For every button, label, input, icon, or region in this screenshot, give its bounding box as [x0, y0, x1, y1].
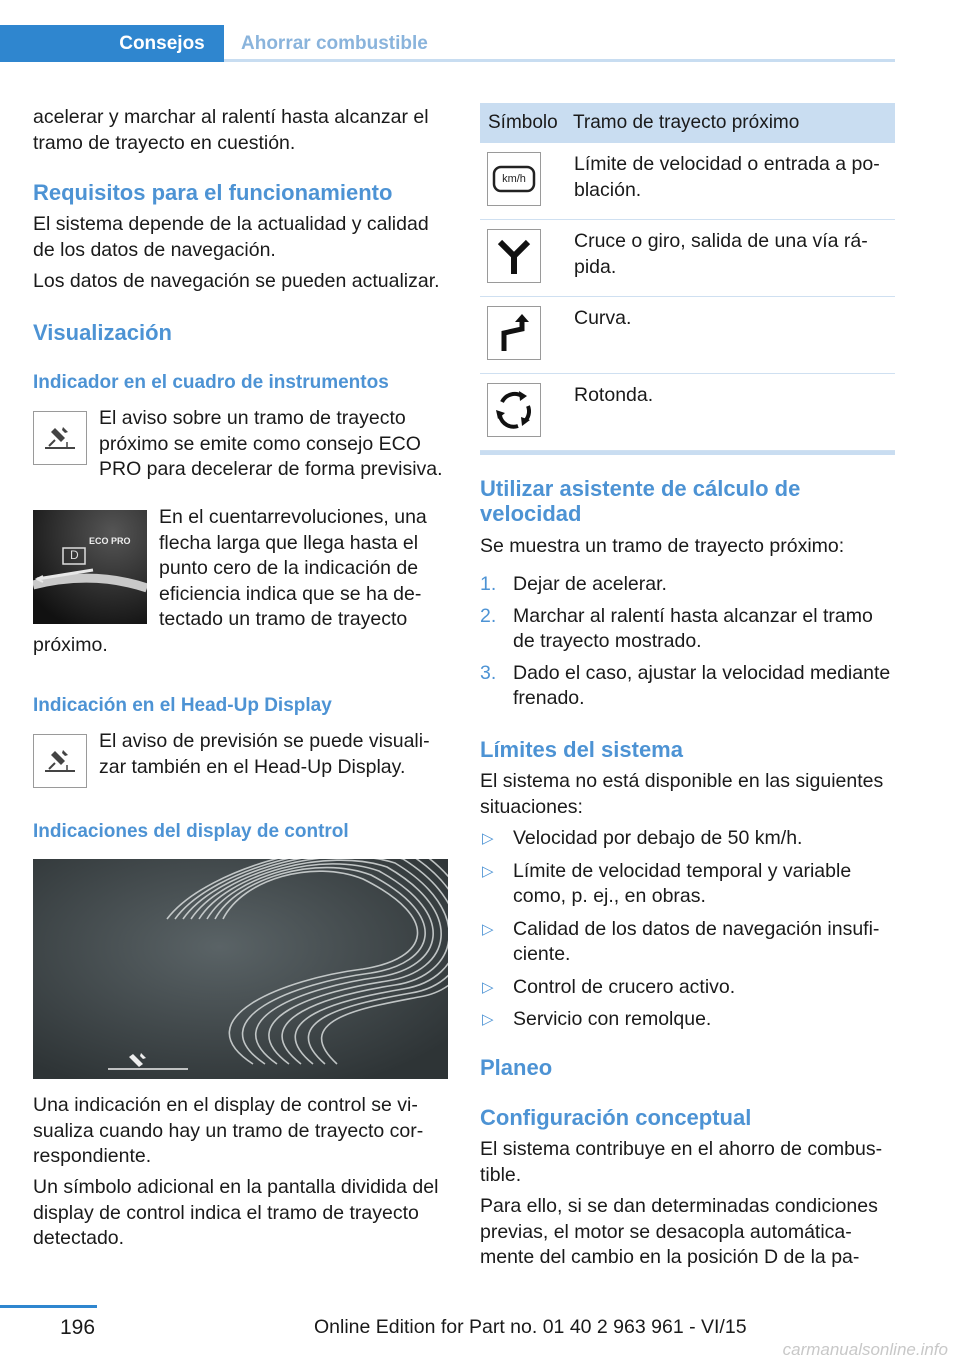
gear-indicator: D: [70, 548, 79, 562]
intro-text: acelerar y marchar al ralentí hasta alcanzar el tramo de trayecto en cuestión.: [33, 106, 429, 154]
control-display-heading: Indicaciones del display de control: [33, 821, 349, 842]
triangle-bullet-icon: ▷: [482, 920, 494, 938]
watermark: carmanualsonline.info: [782, 1340, 948, 1359]
limits-list: [480, 826, 895, 1033]
planeo-heading: Planeo: [480, 1055, 553, 1080]
page-number: 196: [60, 1316, 96, 1339]
eco-pro-label: ECO PRO: [89, 536, 131, 546]
triangle-bullet-icon: ▷: [482, 1011, 494, 1028]
tab-divider: [224, 59, 895, 62]
visualization-heading: Visualización: [33, 320, 172, 345]
requirements-heading: Requisitos para el funcionamiento: [33, 180, 393, 205]
table-row: [480, 297, 895, 374]
requirements-text-1: El sistema depende de la actualidad y calidad de los datos de navegación.: [33, 213, 429, 261]
speed-assistant-heading: Utilizar asistente de cálculo de velocidad: [480, 476, 801, 526]
list-item: ▷ Límite de velocidad temporal y variable como, p. ej., en obras.: [482, 859, 852, 907]
control-display-text-1: Una indicación en el display de control se visualiza cuando hay un tramo de trayecto correspondiente.: [33, 1094, 424, 1167]
concept-text-2: Para ello, si se dan determinadas condiciones previas, el motor se desacopla automáticamente del cambio en la posición D de la pa-: [480, 1195, 878, 1268]
list-item: ▷ Velocidad por debajo de 50 km/h.: [480, 826, 895, 852]
column-header-symbol: Símbolo: [488, 112, 558, 133]
list-item: ▷ Calidad de los datos de navegación insuficiente.: [482, 917, 880, 965]
table-cell-text: Límite de velocidad o entrada a población.: [574, 153, 880, 201]
page-number-rule: [0, 1305, 97, 1308]
triangle-bullet-icon: ▷: [482, 978, 494, 996]
table-row: [480, 374, 895, 451]
steps-list: [480, 572, 895, 712]
instrument-cluster-text: El aviso sobre un tramo de trayecto próximo se emite como consejo ECO PRO para decelerar de forma previsiva.: [99, 407, 443, 480]
speed-limit-label: km/h: [502, 173, 526, 185]
float-spacer: [33, 505, 159, 627]
curve-icon: [487, 306, 541, 360]
control-display-image: [33, 859, 448, 1079]
list-item: ▷ Control de crucero activo.: [480, 975, 895, 1001]
hud-text: El aviso de previsión se puede visualizar también en el Head-Up Display.: [99, 730, 430, 778]
table-header: [480, 103, 895, 143]
column-header-route: Tramo de trayecto próximo: [573, 112, 800, 133]
speed-assistant-intro: Se muestra un tramo de trayecto próximo:: [480, 535, 845, 557]
table-cell-text: Curva.: [574, 307, 632, 329]
instrument-cluster-heading: Indicador en el cuadro de instrumentos: [33, 372, 389, 393]
anticipation-icon: [33, 411, 87, 465]
table-row: [480, 143, 895, 220]
hud-anticipation-icon: [33, 734, 87, 788]
control-display-text-2: Un símbolo adicional en la pantalla dividida del display de control indica el tramo de trayecto detectado.: [33, 1176, 439, 1249]
chapter-tabs: [0, 25, 895, 62]
concept-text-1: El sistema contribuye en el ahorro de combustible.: [480, 1138, 883, 1186]
edition-footer: Online Edition for Part no. 01 40 2 963 961 - VI/15: [314, 1316, 747, 1338]
triangle-bullet-icon: ▷: [482, 830, 494, 847]
triangle-bullet-icon: ▷: [482, 862, 494, 880]
table-cell-text: Cruce o giro, salida de una vía rápida.: [574, 230, 868, 278]
list-item: 3. Dado el caso, ajustar la velocidad mediante frenado.: [480, 661, 891, 709]
tab-ahorrar-combustible[interactable]: Ahorrar combustible: [241, 32, 428, 54]
speed-limit-icon: [487, 152, 541, 206]
cluster-text: En el cuentarrevoluciones, una flecha larga que llega hasta el punto cero de la indicación de eficiencia indica que se ha detectado un tramo de trayecto próximo.: [33, 506, 427, 656]
tab-consejos[interactable]: Consejos: [0, 25, 224, 62]
table-cell-text: Rotonda.: [574, 384, 654, 406]
table-row: [480, 220, 895, 297]
cluster-text-container: [33, 505, 453, 658]
system-limits-heading: Límites del sistema: [480, 737, 683, 762]
list-item: ▷ Servicio con remolque.: [480, 1007, 895, 1033]
junction-icon: [487, 229, 541, 283]
concept-heading: Configuración conceptual: [480, 1105, 752, 1130]
hud-heading: Indicación en el Head-Up Display: [33, 695, 332, 716]
table-bottom-rule: [480, 451, 895, 455]
symbol-table: [480, 103, 895, 455]
list-item: 2. Marchar al ralentí hasta alcanzar el tramo de trayecto mostrado.: [480, 604, 873, 652]
roundabout-icon: [487, 383, 541, 437]
requirements-text-2: Los datos de navegación se pueden actualizar.: [33, 270, 440, 292]
list-item: 1. Dejar de acelerar.: [480, 573, 667, 595]
system-limits-intro: El sistema no está disponible en las siguientes situaciones:: [480, 770, 884, 818]
